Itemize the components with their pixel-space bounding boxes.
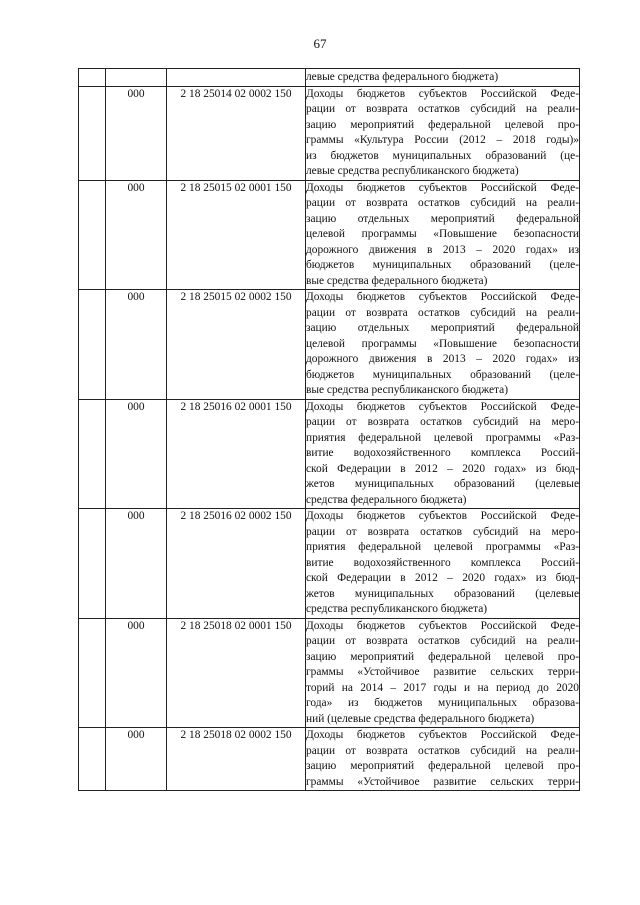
description-line: рации от возврата остатков субсидий на меро- [306,525,579,538]
description-line: целевой программы «Повышение безопасности [306,228,579,240]
empty-cell [79,86,106,180]
description-line: из бюджетов муниципальных образований (це- [306,149,579,162]
description-cell [306,399,580,509]
empty-cell [79,399,106,509]
description-line: рации от возврата остатков субсидий на реали- [306,635,579,647]
description-line: Доходы бюджетов субъектов Российской Феде- [306,181,579,194]
description-line: ний (целевые средства федерального бюджета) [306,712,535,725]
description-cell [306,618,580,728]
table-row [79,180,580,290]
budget-code-cell: 2 18 25015 02 0002 150 [167,290,306,400]
description-line: рации от возврата остатков субсидий на реали- [306,744,579,757]
description-line: Доходы бюджетов субъектов Российской Феде- [306,729,579,741]
budget-code-cell: 2 18 25015 02 0001 150 [167,180,306,290]
table-row [79,86,580,180]
admin-code-cell: 000 [106,399,167,509]
table-row [79,399,580,509]
description-cell [306,69,580,87]
table-row [79,509,580,619]
table-row [79,290,580,400]
description-line: зацию мероприятий федеральной целевой про- [306,650,579,663]
budget-code-cell: 2 18 25016 02 0001 150 [167,399,306,509]
description-line: рации от возврата остатков субсидий на реали- [306,103,579,115]
budget-code-cell: 2 18 25018 02 0001 150 [167,618,306,728]
description-line: левые средства республиканского бюджета) [306,165,519,177]
description-line: года» из бюджетов муниципальных образова- [306,697,579,709]
description-line: бюджетов муниципальных образований (целе- [306,368,579,381]
description-line: зацию отдельных мероприятий федеральной [306,212,579,225]
budget-code-cell: 2 18 25018 02 0002 150 [167,728,306,791]
description-line: рации от возврата остатков субсидий на реали- [306,306,579,319]
description-line: рации от возврата остатков субсидий на реали- [306,197,579,209]
description-line: Доходы бюджетов субъектов Российской Феде- [306,291,579,303]
budget-code-cell: 2 18 25014 02 0002 150 [167,86,306,180]
description-line: ской Федерации в 2012 – 2020 годах» из бюд- [306,462,579,475]
description-line: жетов муниципальных образований (целевые [306,478,579,490]
description-line: граммы «Устойчивое развитие сельских терри- [306,666,579,678]
description-line: зацию мероприятий федеральной целевой про- [306,760,579,772]
empty-cell [79,69,106,87]
budget-codes-table [78,68,580,791]
empty-cell [79,509,106,619]
description-line: приятия федеральной целевой программы «Раз- [306,541,579,553]
empty-cell [79,728,106,791]
description-line: вые средства республиканского бюджета) [306,384,508,396]
table-body [79,69,580,791]
description-line: приятия федеральной целевой программы «Раз- [306,431,579,444]
table-row [79,69,580,87]
description-line: левые средства федерального бюджета) [306,71,499,83]
table-row [79,618,580,728]
description-line: бюджетов муниципальных образований (целе- [306,259,579,271]
description-line: рации от возврата остатков субсидий на меро- [306,416,579,428]
admin-code-cell: 000 [106,728,167,791]
description-line: торий на 2014 – 2017 годы и на период до 2020 [306,681,579,694]
empty-cell [79,618,106,728]
description-line: зацию отдельных мероприятий федеральной [306,322,579,334]
description-line: дорожного движения в 2013 – 2020 годах» из [306,353,579,365]
description-line: целевой программы «Повышение безопасности [306,337,579,350]
description-line: витие водохозяйственного комплекса Россий- [306,556,579,569]
budget-code-cell [167,69,306,87]
description-cell [306,728,580,791]
description-line: Доходы бюджетов субъектов Российской Феде- [306,510,579,522]
admin-code-cell: 000 [106,618,167,728]
page-number: 67 [313,36,327,51]
description-line: граммы «Культура России (2012 – 2018 годы)» [306,134,579,146]
table-row [79,728,580,791]
empty-cell [79,290,106,400]
admin-code-cell [106,69,167,87]
description-cell [306,86,580,180]
description-line: средства федерального бюджета) [306,493,467,506]
description-line: граммы «Устойчивое развитие сельских терри- [306,775,579,788]
empty-cell [79,180,106,290]
description-cell [306,290,580,400]
description-line: ской Федерации в 2012 – 2020 годах» из бюд- [306,572,579,584]
description-line: Доходы бюджетов субъектов Российской Феде- [306,87,579,100]
description-line: средства республиканского бюджета) [306,603,488,615]
admin-code-cell: 000 [106,180,167,290]
description-line: вые средства федерального бюджета) [306,274,488,287]
description-line: Доходы бюджетов субъектов Российской Феде- [306,400,579,413]
description-line: Доходы бюджетов субъектов Российской Феде- [306,619,579,632]
admin-code-cell: 000 [106,86,167,180]
admin-code-cell: 000 [106,290,167,400]
description-line: жетов муниципальных образований (целевые [306,587,579,600]
description-line: дорожного движения в 2013 – 2020 годах» из [306,243,579,256]
budget-code-cell: 2 18 25016 02 0002 150 [167,509,306,619]
admin-code-cell: 000 [106,509,167,619]
description-cell [306,509,580,619]
description-line: витие водохозяйственного комплекса Россий- [306,447,579,459]
description-cell [306,180,580,290]
description-line: зацию мероприятий федеральной целевой про- [306,118,579,131]
